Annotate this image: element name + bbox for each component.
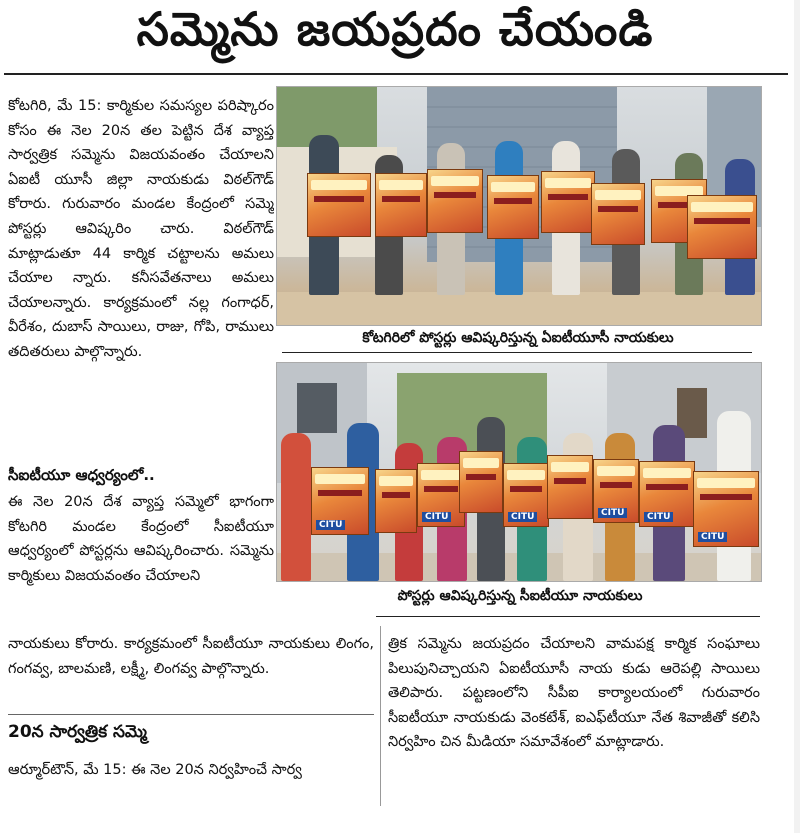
story1-bottom-text: నాయకులు కోరారు. కార్యక్రమంలో సీఐటీయూ నాయకులు లింగం, గంగవ్వ, బాలమణి, లక్ష్మీ, లింగవ్వ పాల్గొన్నారు.	[8, 636, 374, 677]
story1-left-column: కోటగిరి, మే 15: కార్మికుల సమస్యల పరిష్కారం కోసం ఈ నెల 20న తల పెట్టిన దేశ వ్యాప్త సార్వత్రిక సమ్మెను విజయవంతం చేయాలని ఏఐటీ యూసీ జిల్లా నాయకుడు విఠల్‌గౌడ్ కోరారు. గురువారం మండల కేంద్రంలో సమ్మె పోస్టర్లు ఆవిష్కరిం చారు. విఠల్‌గౌడ్ మాట్లాడుతూ 44 కార్మిక చట్టాలను అమలు చేయాల న్నారు. కనీసవేతనాలు అమలు చేయాలన్నారు. కార్యక్రమంలో నల్ల గంగాధర్, వీరేశం, దుబాస్ సాయిలు, రాజు, గోపి, రాములు తదితరులు పాల్గొన్నారు.	[8, 98, 274, 360]
poster-citu-label: CITU	[644, 512, 673, 522]
story2-right-text: త్రిక సమ్మెను జయప్రదం చేయాలని వామపక్ష కార్మిక సంఘాలు పిలుపునిచ్చాయని ఏఐటీయూసీ నాయ కుడు ఆరెపల్లి సాయిలు తెలిపారు. పట్టణంలోని సీపీఐ కార్యాలయంలో గురువారం సీఐటీయూ నాయకుడు వెంకటేశ్, ఐఎఫ్‌టీయూ నేత శివాజీతో కలిసి నిర్వహిం చిన మీడియా సమావేశంలో మాట్లాడారు.	[388, 636, 760, 751]
caption2-rule	[376, 616, 760, 617]
column-divider	[380, 626, 381, 806]
poster-citu-label: CITU	[698, 532, 727, 542]
poster-citu-label: CITU	[598, 508, 627, 518]
poster	[375, 173, 427, 237]
poster	[503, 463, 549, 527]
poster-citu-label: CITU	[508, 512, 537, 522]
poster	[427, 169, 483, 233]
poster	[311, 467, 369, 535]
poster	[307, 173, 371, 237]
story2-top-rule	[8, 714, 374, 715]
photo-citu-leaders	[276, 362, 762, 582]
photo-aituc-leaders	[276, 86, 762, 326]
poster	[693, 471, 759, 547]
headline-rule	[4, 73, 788, 75]
story2-left-text: ఆర్మూర్‌టౌన్, మే 15: ఈ నెల 20న నిర్వహించే సార్వ	[8, 762, 302, 778]
poster-citu-label: CITU	[422, 512, 451, 522]
caption1-rule	[282, 352, 752, 353]
photo1-caption: కోటగిరిలో పోస్టర్లు ఆవిష్కరిస్తున్న ఏఐటీయూసీ నాయకులు	[276, 326, 760, 350]
poster	[541, 171, 595, 233]
poster	[593, 459, 639, 523]
poster	[591, 183, 645, 245]
person-figure	[281, 433, 311, 581]
headline: సమ్మెను జయప్రదం చేయండి	[136, 2, 654, 56]
story1-subhead: సీఐటీయూ ఆధ్వర్యంలో..	[8, 466, 155, 484]
story1-sub-text: ఈ నెల 20న దేశ వ్యాప్త సమ్మెలో భాగంగా కోటగిరి మండల కేంద్రంలో సీఐటీయూ ఆధ్వర్యంలో పోస్టర్లను ఆవిష్కరించారు. సమ్మెను కార్మికులు విజయవంతం చేయాలని	[8, 494, 274, 584]
poster	[547, 455, 593, 519]
poster	[639, 461, 695, 527]
photo2-caption: పోస్టర్లు ఆవిష్కరిస్తున్న సీఐటీయూ నాయకులు	[330, 584, 710, 608]
page-edge	[794, 0, 800, 833]
poster	[375, 469, 417, 533]
poster	[417, 463, 465, 527]
poster	[687, 195, 757, 259]
story2-headline: 20న సార్వత్రిక సమ్మె	[8, 722, 147, 742]
poster	[487, 175, 539, 239]
poster	[459, 451, 503, 513]
poster-citu-label: CITU	[316, 520, 345, 530]
